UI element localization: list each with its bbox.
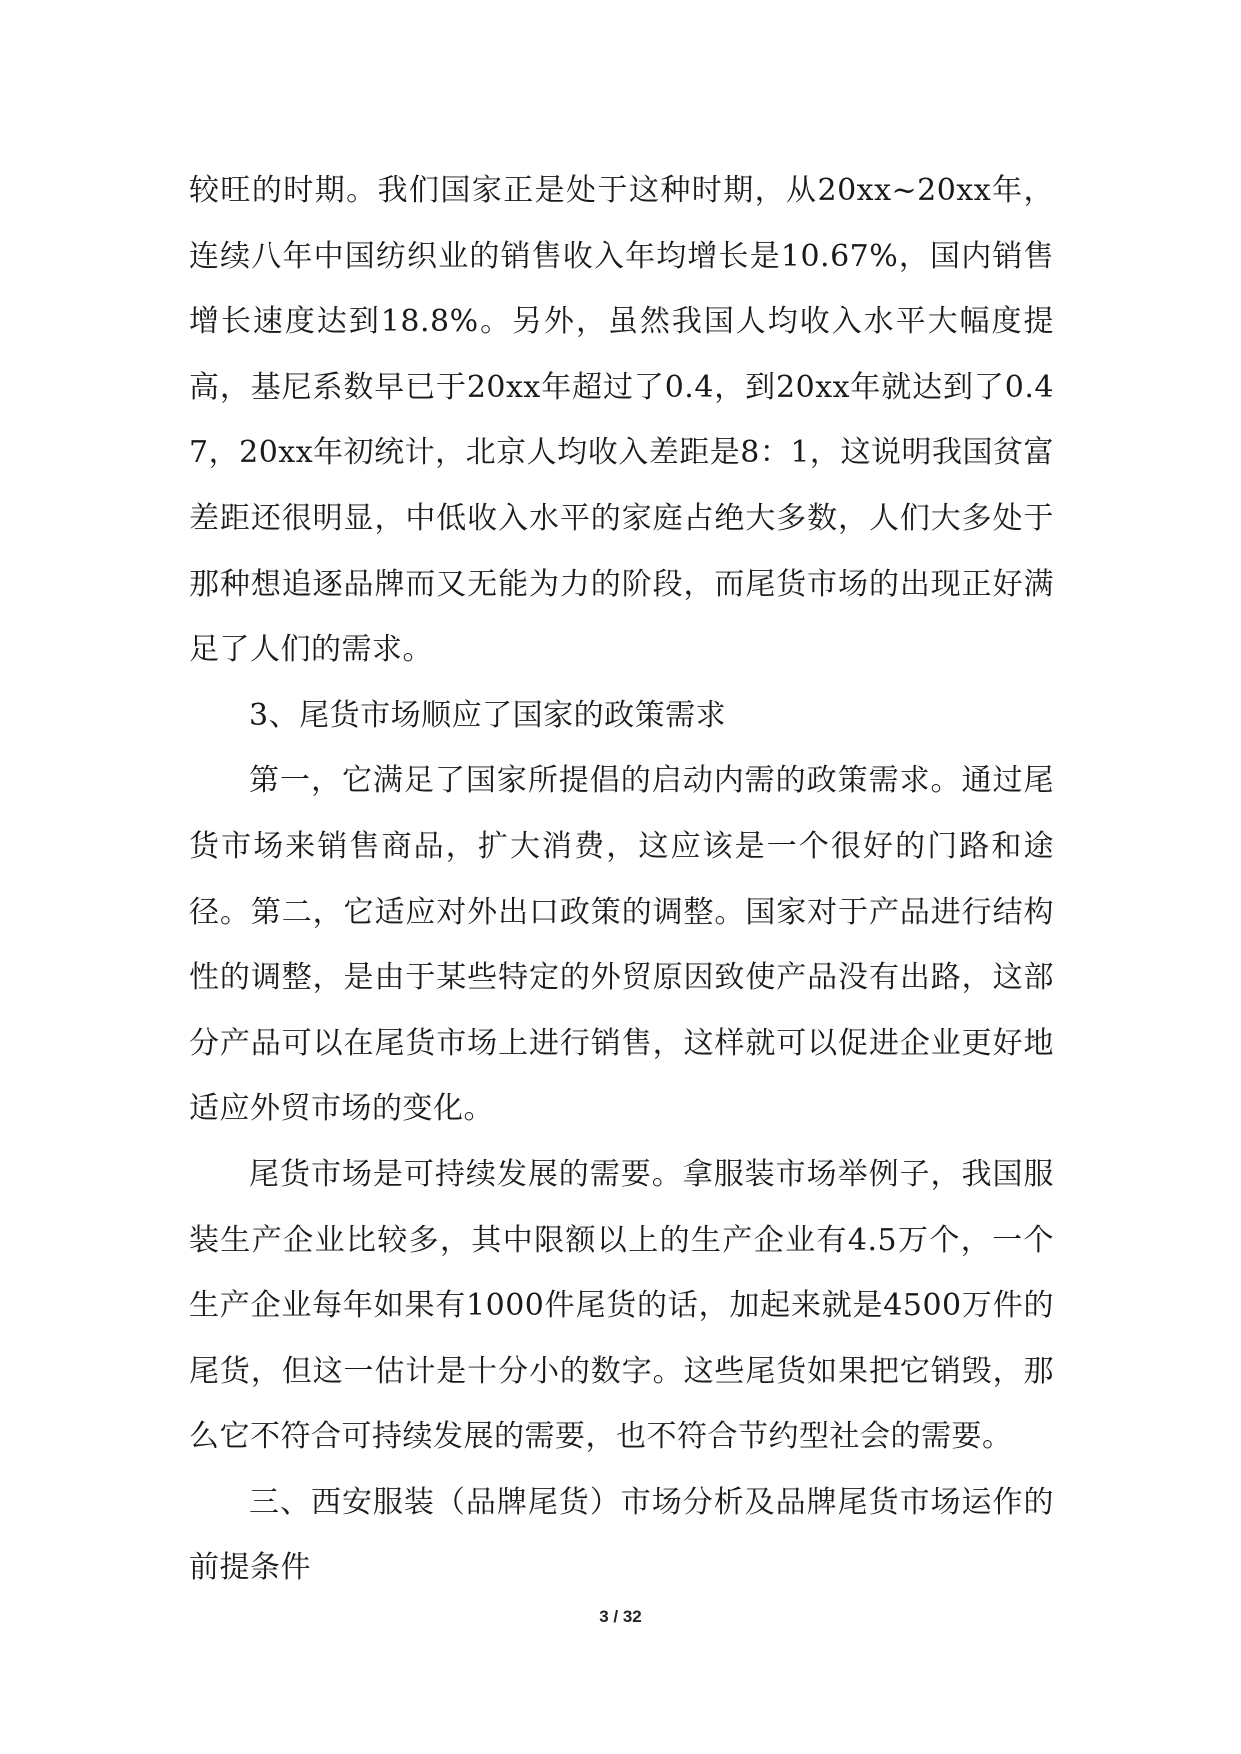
section-heading: 3、尾货市场顺应了国家的政策需求 [249,697,727,733]
page-number: 3 / 32 [599,1607,642,1626]
section-heading: 三、西安服装（品牌尾货）市场分析及品牌尾货市场运作的前提条件 [189,1484,1054,1586]
document-body [189,158,1054,1601]
body-paragraph: 第一，它满足了国家所提倡的启动内需的政策需求。通过尾货市场来销售商品，扩大消费，这应该是一个很好的门路和途径。第二，它适应对外出口政策的调整。国家对于产品进行结构性的调整，是由于某些特定的外贸原因致使产品没有出路，这部分产品可以在尾货市场上进行销售，这样就可以促进企业更好地适应外贸市场的变化。 [189,763,1054,1127]
body-paragraph: 较旺的时期。我们国家正是处于这种时期，从20xx~20xx年，连续八年中国纺织业的销售收入年均增长是10.67%，国内销售增长速度达到18.8%。另外，虽然我国人均收入水平大幅度提高，基尼系数早已于20xx年超过了0.4，到20xx年就达到了0.47，20xx年初统计，北京人均收入差距是8：1，这说明我国贫富差距还很明显，中低收入水平的家庭占绝大多数，人们大多处于那种想追逐品牌而又无能为力的阶段，而尾货市场的出现正好满足了人们的需求。 [189,173,1054,668]
body-paragraph: 尾货市场是可持续发展的需要。拿服装市场举例子，我国服装生产企业比较多，其中限额以上的生产企业有4.5万个，一个生产企业每年如果有1000件尾货的话，加起来就是4500万件的尾货，但这一估计是十分小的数字。这些尾货如果把它销毁，那么它不符合可持续发展的需要，也不符合节约型社会的需要。 [189,1156,1054,1455]
